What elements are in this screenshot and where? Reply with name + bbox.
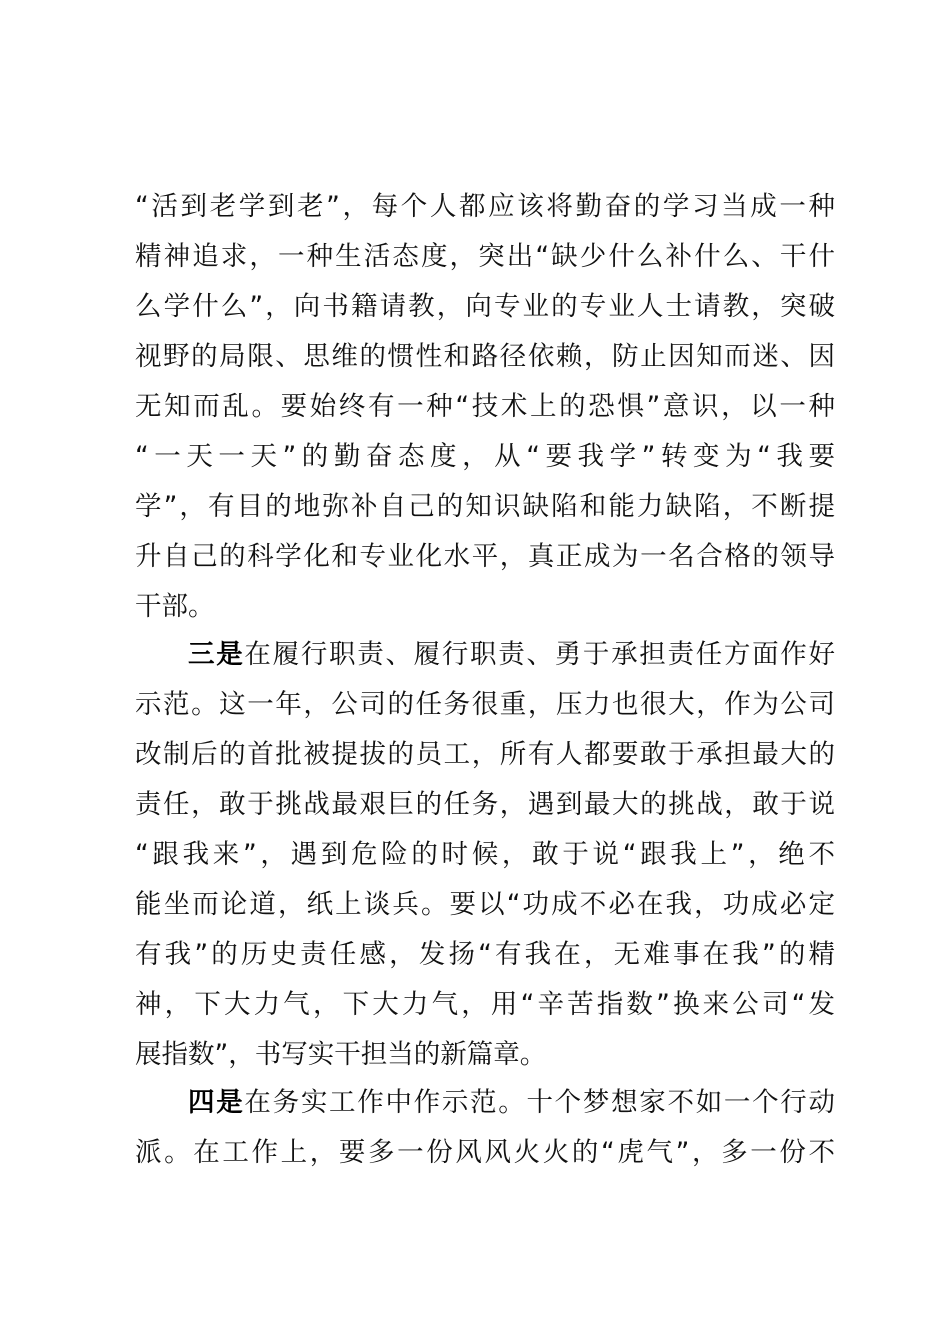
paragraph-learning [135, 182, 835, 632]
text-line: 无知而乱。要始终有一种“技术上的恐惧”意识，以一种 [135, 391, 835, 422]
text-line: “跟我来”，遇到危险的时候，敢于说“跟我上”，绝不 [135, 839, 835, 870]
text-line: 能坐而论道，纸上谈兵。要以“功成不必在我，功成必定 [135, 889, 835, 920]
text-line: 展指数”，书写实干担当的新篇章。 [135, 1039, 547, 1070]
paragraph-responsibility [135, 630, 835, 1080]
paragraph-practical-work [135, 1078, 835, 1178]
text-line: “一天一天”的勤奋态度，从“要我学”转变为“我要 [135, 441, 835, 472]
text-line: 干部。 [135, 591, 215, 622]
text-line: 视野的局限、思维的惯性和路径依赖，防止因知而迷、因 [135, 341, 835, 372]
text-line: 精神追求，一种生活态度，突出“缺少什么补什么、干什 [135, 241, 835, 272]
text-line: “活到老学到老”，每个人都应该将勤奋的学习当成一种 [135, 191, 835, 222]
text-segment: 在履行职责、履行职责、勇于承担责任方面作好 [244, 639, 836, 670]
text-line: 么学什么”，向书籍请教，向专业的专业人士请教，突破 [135, 291, 835, 322]
text-line: 有我”的历史责任感，发扬“有我在，无难事在我”的精 [135, 939, 835, 970]
paragraph-first-line [135, 630, 835, 680]
paragraph-lead-heading: 三是 [188, 639, 245, 670]
text-line: 学”，有目的地弥补自己的知识缺陷和能力缺陷，不断提 [135, 491, 835, 522]
text-line: 改制后的首批被提拔的员工，所有人都要敢于承担最大的 [135, 739, 835, 770]
text-segment: 在务实工作中作示范。十个梦想家不如一个行动 [244, 1087, 836, 1118]
paragraph-first-line [135, 1078, 835, 1128]
text-line: 责任，敢于挑战最艰巨的任务，遇到最大的挑战，敢于说 [135, 789, 835, 820]
paragraph-lead-heading: 四是 [188, 1087, 245, 1118]
text-line: 神，下大力气，下大力气，用“辛苦指数”换来公司“发 [135, 989, 835, 1020]
text-line: 升自己的科学化和专业化水平，真正成为一名合格的领导 [135, 541, 835, 572]
text-line: 派。在工作上，要多一份风风火火的“虎气”，多一份不 [135, 1137, 835, 1168]
text-line: 示范。这一年，公司的任务很重，压力也很大，作为公司 [135, 689, 835, 720]
